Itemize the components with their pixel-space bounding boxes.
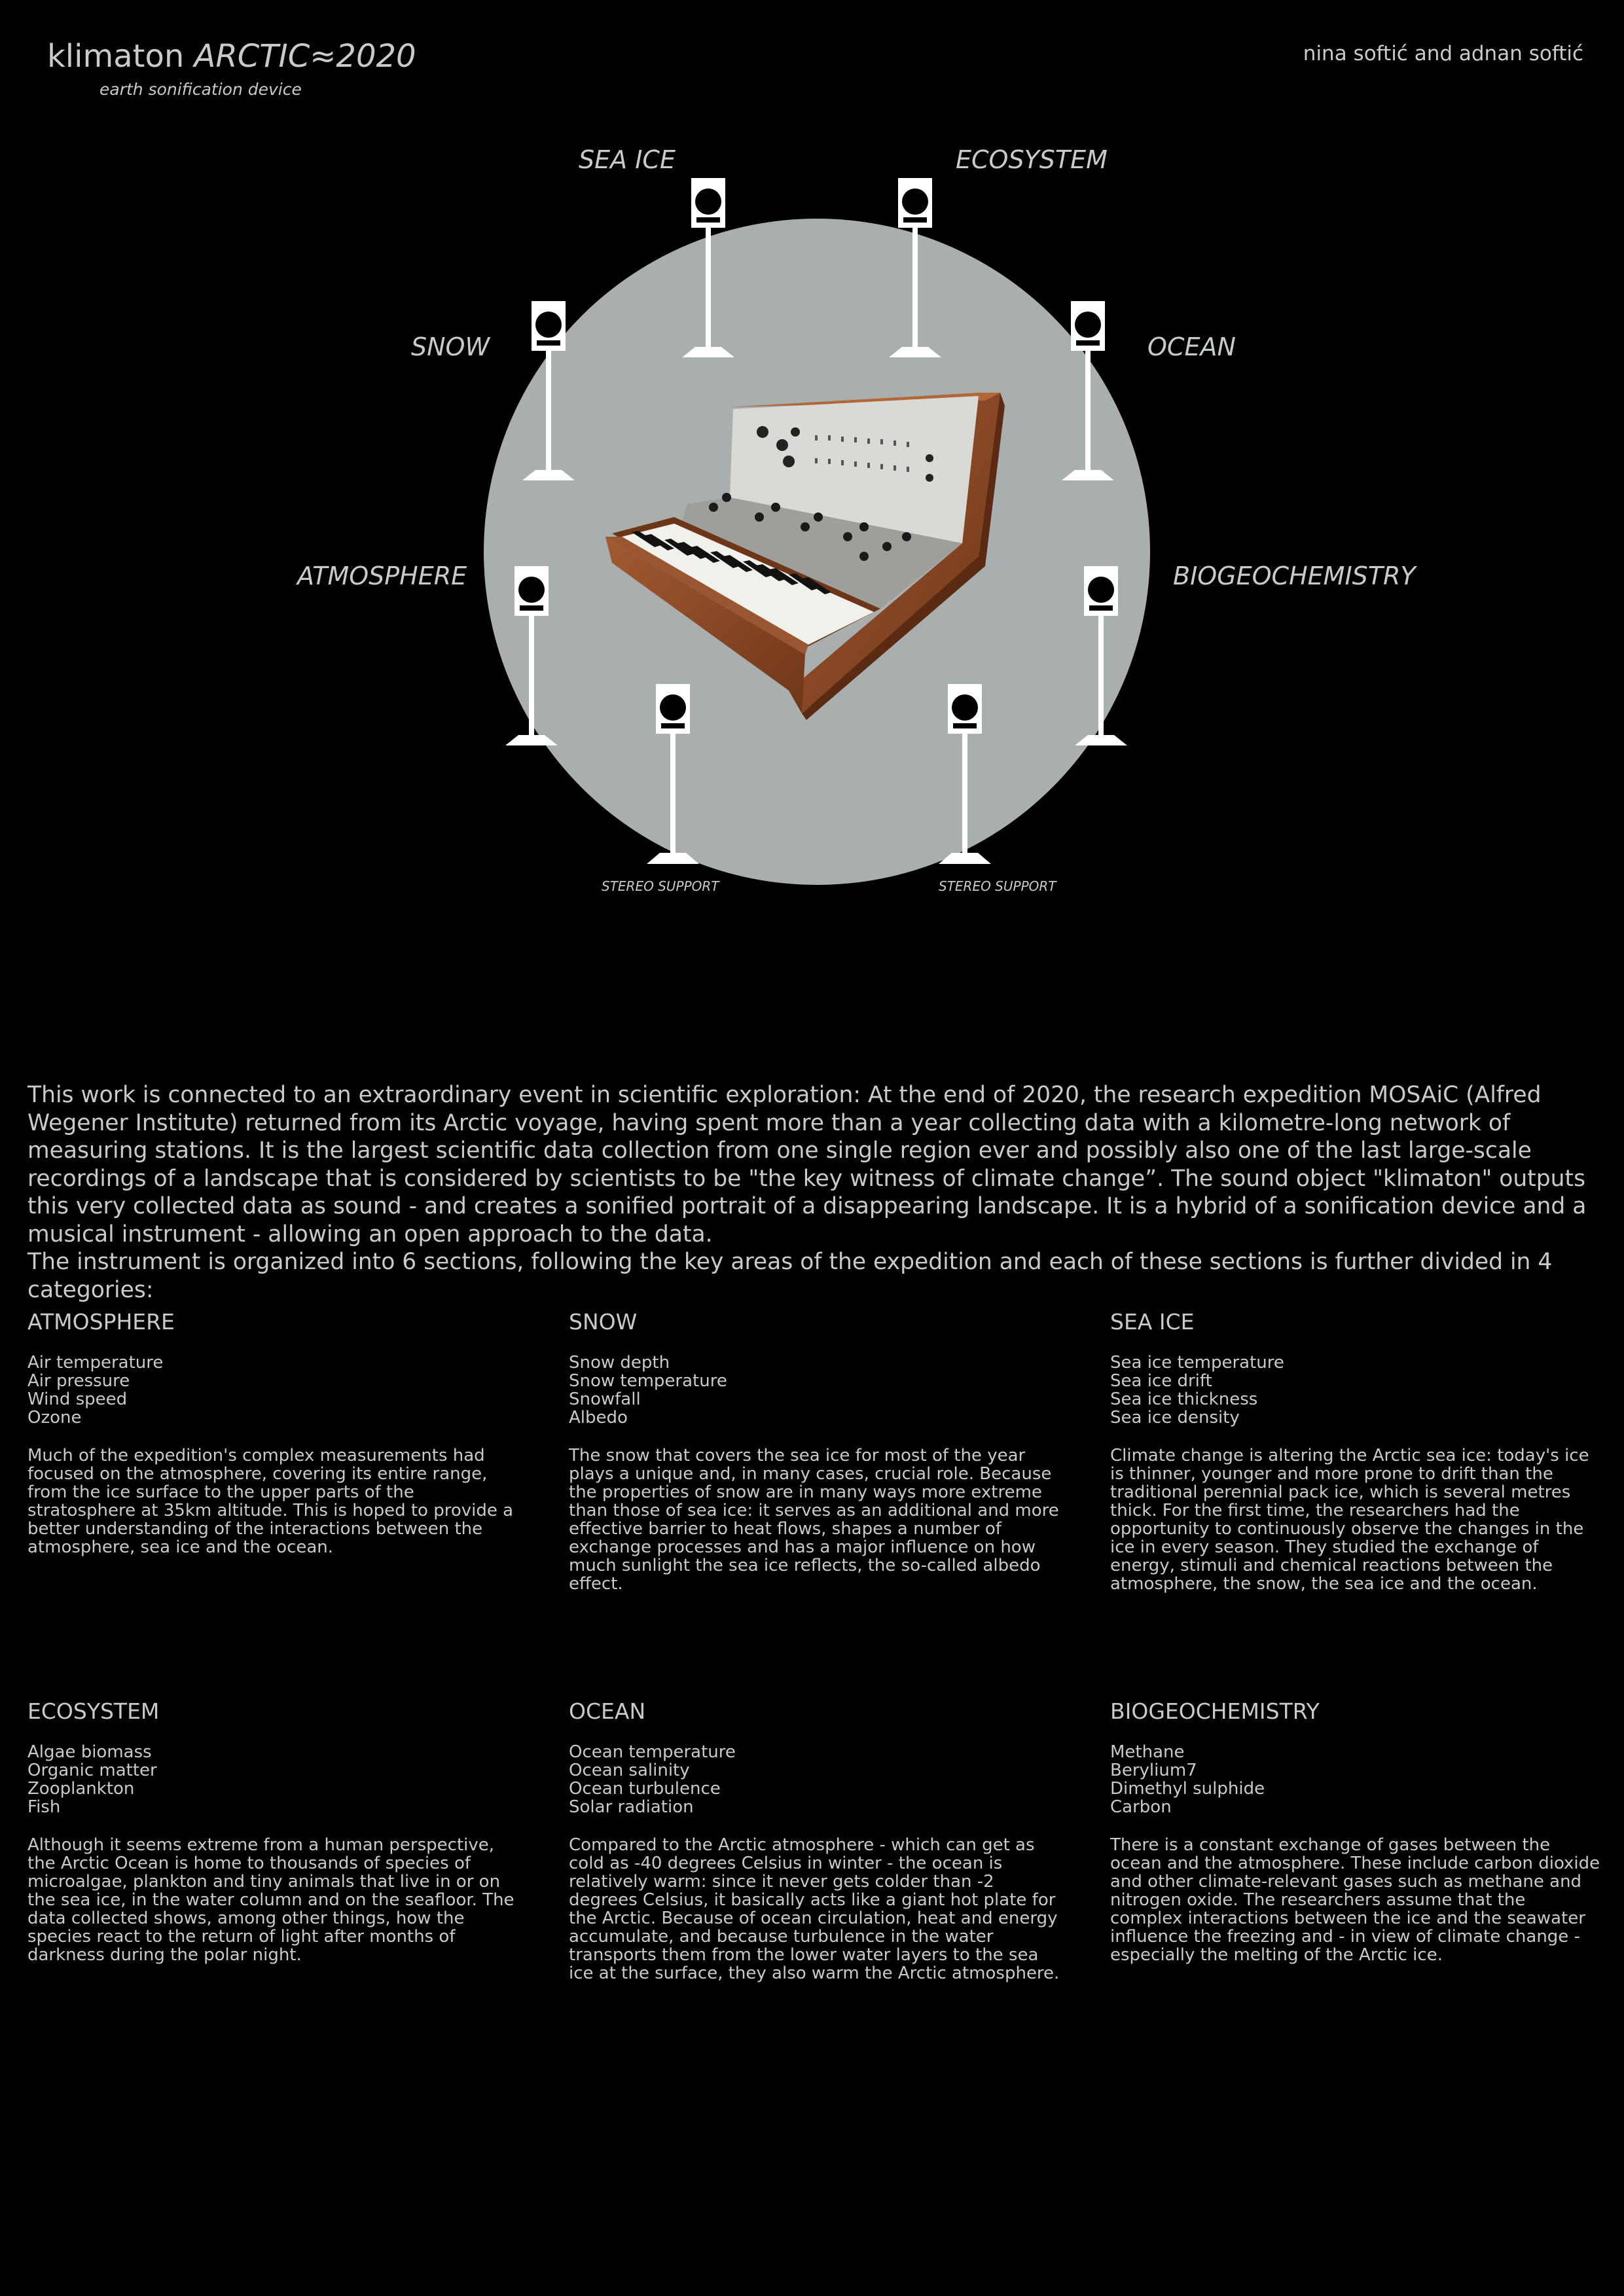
category-item: Sea ice thickness <box>1110 1390 1258 1409</box>
section-description: There is a constant exchange of gases between the ocean and the atmosphere. These include carbon dioxide and other climate-relevant gases such as methane and nitrogen oxide. The researchers assume that the complex interactions between the ice and the seawater influence the freezing and - in view of climate change - especially the melting of the Arctic ice. <box>1110 1835 1600 1965</box>
section-title: BIOGEOCHEMISTRY <box>1110 1698 1320 1724</box>
category-item: Ocean turbulence <box>569 1779 721 1799</box>
label-stereo-right: STEREO SUPPORT <box>939 878 1056 894</box>
section-description: Compared to the Arctic atmosphere - which can get as cold as -40 degrees Celsius in winter - the ocean is relatively warm: since it never gets colder than -2 degrees Celsius, it basically acts like a giant hot plate for the Arctic. Because of ocean circulation, heat and energy accumulate, and because turbulence in the water transports them from the lower water layers to the sea ice at the surface, they also warm the Arctic atmosphere. <box>569 1835 1060 1983</box>
category-item: Snowfall <box>569 1390 641 1409</box>
category-item: Dimethyl sulphide <box>1110 1779 1265 1799</box>
category-item: Ocean salinity <box>569 1761 690 1780</box>
section-title: ATMOSPHERE <box>27 1309 175 1335</box>
intro-paragraph: The instrument is organized into 6 sections, following the key areas of the expedition and each of these sections is further divided in 4 categories: <box>27 1249 1553 1303</box>
label-stereo-left: STEREO SUPPORT <box>602 878 719 894</box>
category-item: Ozone <box>27 1408 82 1427</box>
category-list <box>569 1743 1060 1816</box>
category-item: Methane <box>1110 1742 1185 1762</box>
section-ocean <box>569 1698 1060 1982</box>
category-item: Sea ice density <box>1110 1408 1240 1427</box>
label-snow: SNOW <box>411 332 490 361</box>
label-atmosphere: ATMOSPHERE <box>297 562 467 590</box>
label-ocean: OCEAN <box>1147 332 1236 361</box>
section-biogeochemistry <box>1110 1698 1601 1964</box>
title-italic: ARCTIC≈2020 <box>194 38 416 75</box>
category-item: Solar radiation <box>569 1797 694 1817</box>
section-title: ECOSYSTEM <box>27 1698 160 1724</box>
label-biogeochemistry: BIOGEOCHEMISTRY <box>1173 562 1416 590</box>
category-item: Snow depth <box>569 1353 670 1372</box>
category-list <box>27 1743 518 1816</box>
section-atmosphere <box>27 1309 518 1556</box>
category-item: Ocean temperature <box>569 1742 736 1762</box>
section-description: Climate change is altering the Arctic sea ice: today's ice is thinner, younger and more prone to drift than the traditional perennial pack ice, which is several metres thick. For the first time, the researchers had the opportunity to continuously observe the changes in the ice in every season. They studied the exchange of energy, stimuli and chemical reactions between the atmosphere, the snow, the sea ice and the ocean. <box>1110 1446 1589 1594</box>
authors: nina softić and adnan softić <box>1303 42 1583 65</box>
category-item: Berylium7 <box>1110 1761 1197 1780</box>
intro-text <box>27 1081 1598 1304</box>
label-ecosystem: ECOSYSTEM <box>956 145 1108 174</box>
title-prefix: klimaton <box>47 38 185 75</box>
category-list <box>569 1354 1060 1427</box>
label-sea-ice: SEA ICE <box>579 145 676 174</box>
category-item: Wind speed <box>27 1390 128 1409</box>
section-ecosystem <box>27 1698 518 1964</box>
section-title: SEA ICE <box>1110 1309 1195 1335</box>
category-item: Air pressure <box>27 1371 130 1391</box>
category-item: Sea ice drift <box>1110 1371 1212 1391</box>
section-sea-ice <box>1110 1309 1601 1593</box>
category-item: Zooplankton <box>27 1779 135 1799</box>
category-list <box>1110 1743 1601 1816</box>
section-description: The snow that covers the sea ice for most of the year plays a unique and, in many cases, crucial role. Because the properties of snow are in many ways more extreme than those of sea ice: it serves as an additional and more effective barrier to heat flows, shapes a number of exchange processes and has a major influence on how much sunlight the sea ice reflects, the so-called albedo effect. <box>569 1446 1059 1594</box>
category-list <box>27 1354 518 1427</box>
section-title: SNOW <box>569 1309 638 1335</box>
section-description: Although it seems extreme from a human perspective, the Arctic Ocean is home to thousands of species of microalgae, plankton and tiny animals that live in or on the sea ice, in the water column and on the seafloor. The data collected shows, among other things, how the species react to the return of light after months of darkness during the polar night. <box>27 1835 514 1965</box>
category-item: Air temperature <box>27 1353 164 1372</box>
category-list <box>1110 1354 1601 1427</box>
instrument-diagram <box>0 0 1624 929</box>
category-item: Fish <box>27 1797 61 1817</box>
intro-paragraph: This work is connected to an extraordinary event in scientific exploration: At the end of 2020, the research expedition MOSAiC (Alfred Wegener Institute) returned from its Arctic voyage, having spent more than a year collecting data with a kilometre-long network of measuring stations. It is the largest scientific data collection from one single region ever and possibly also one of the last large-scale recordings of a landscape that is considered by scientists to be "the key witness of climate change”. The sound object "klimaton" outputs this very collected data as sound - and creates a sonified portrait of a disappearing landscape. It is a hybrid of a sonification device and a musical instrument - allowing an open approach to the data. <box>27 1082 1587 1247</box>
page-subtitle: earth sonification device <box>99 80 302 99</box>
category-item: Organic matter <box>27 1761 157 1780</box>
section-description: Much of the expedition's complex measurements had focused on the atmosphere, covering its entire range, from the ice surface to the upper parts of the stratosphere at 35km altitude. This is hoped to provide a better understanding of the interactions between the atmosphere, sea ice and the ocean. <box>27 1446 514 1557</box>
section-title: OCEAN <box>569 1698 646 1724</box>
category-item: Carbon <box>1110 1797 1172 1817</box>
category-item: Algae biomass <box>27 1742 152 1762</box>
category-item: Sea ice temperature <box>1110 1353 1284 1372</box>
category-item: Snow temperature <box>569 1371 727 1391</box>
section-snow <box>569 1309 1060 1593</box>
category-item: Albedo <box>569 1408 628 1427</box>
